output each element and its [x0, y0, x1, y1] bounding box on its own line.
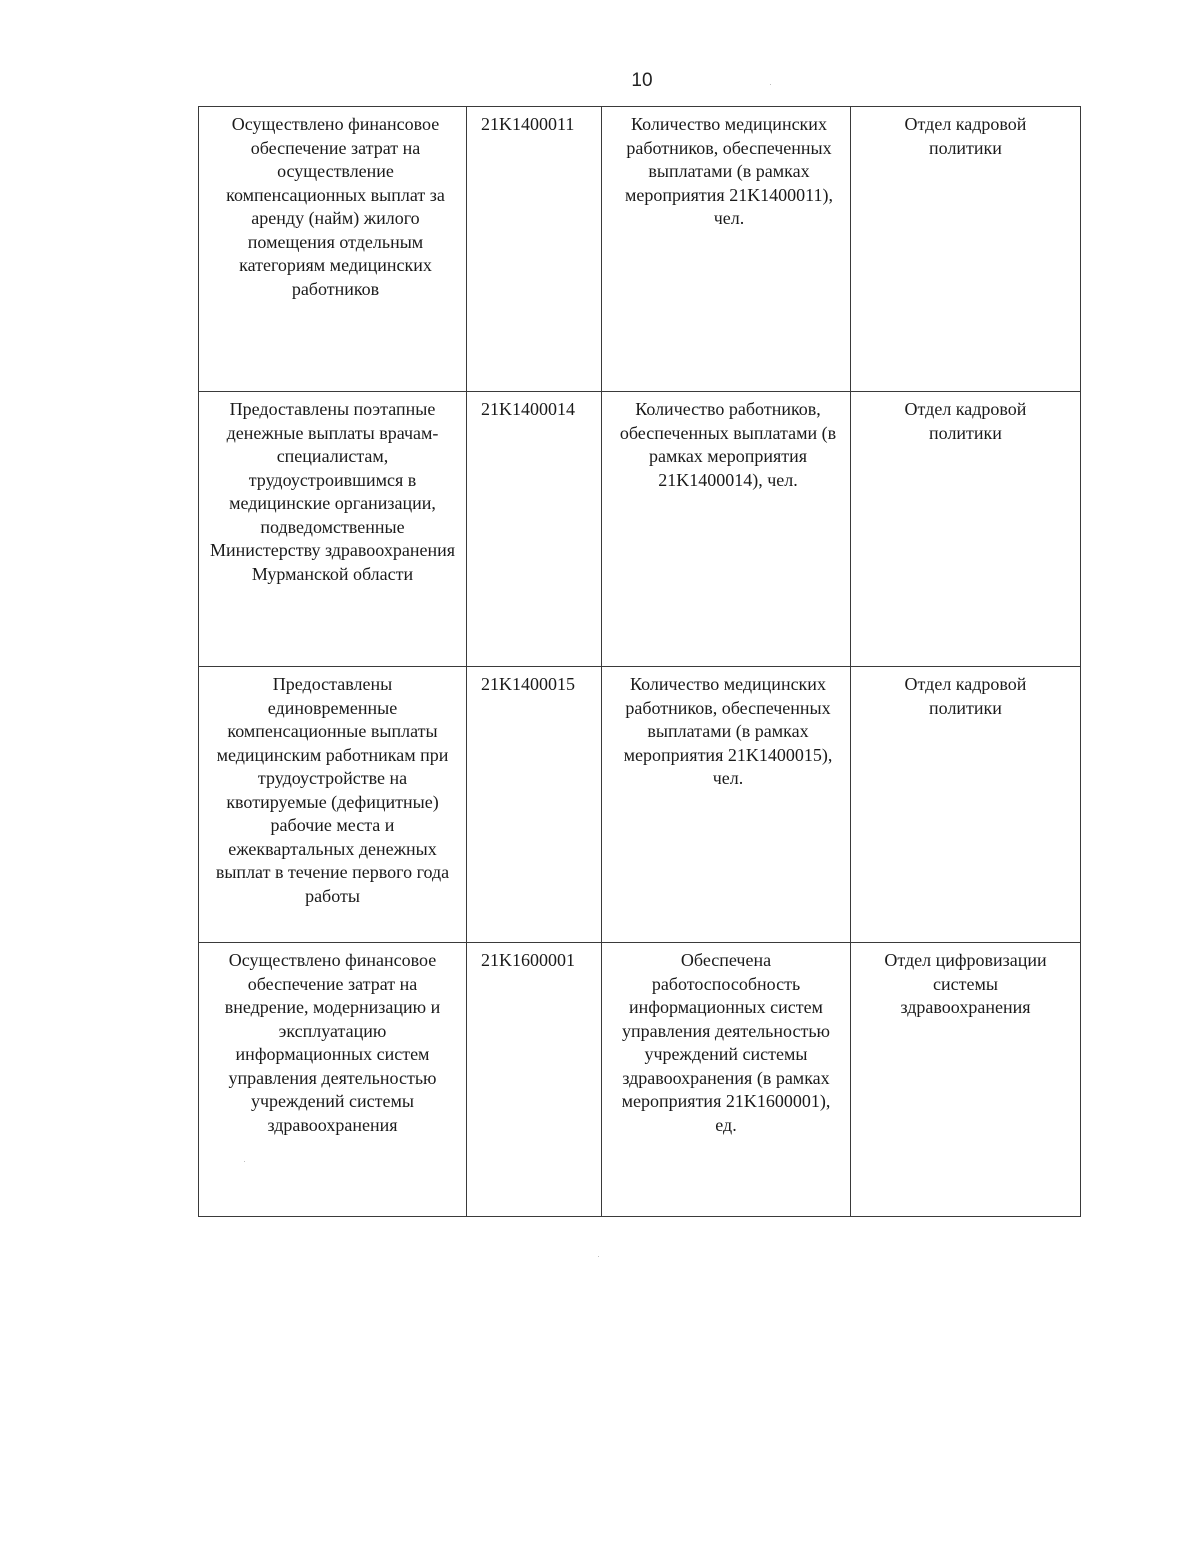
- indicator-cell: Количество работников, обеспеченных выплатами (в рамках мероприятия 21K1400014), чел.: [602, 392, 851, 667]
- page-number: 10: [631, 70, 653, 91]
- responsible-cell: Отдел цифровизации системы здравоохранения: [851, 943, 1081, 1217]
- table-row: [199, 107, 1081, 392]
- result-cell: Осуществлено финансовое обеспечение затрат на внедрение, модернизацию и эксплуатацию информационных систем управления деятельностью учреждений системы здравоохранения: [199, 943, 467, 1217]
- result-cell: Предоставлены поэтапные денежные выплаты врачам-специалистам, трудоустроившимся в медицинские организации, подведомственные Министерству здравоохранения Мурманской области: [199, 392, 467, 667]
- table-row: [199, 943, 1081, 1217]
- scan-speck: [598, 1256, 599, 1257]
- result-cell: Предоставлены единовременные компенсационные выплаты медицинским работникам при трудоустройстве на квотируемые (дефицитные) рабочие места и ежеквартальных денежных выплат в течение первого года работы: [199, 667, 467, 943]
- scan-speck: [770, 84, 771, 85]
- code-cell: 21K1400015: [467, 667, 602, 943]
- result-cell: Осуществлено финансовое обеспечение затрат на осуществление компенсационных выплат за аренду (найм) жилого помещения отдельным категориям медицинских работников: [199, 107, 467, 392]
- table-row: [199, 667, 1081, 943]
- code-cell: 21K1400014: [467, 392, 602, 667]
- code-cell: 21K1600001: [467, 943, 602, 1217]
- responsible-cell: Отдел кадровой политики: [851, 392, 1081, 667]
- responsible-cell: Отдел кадровой политики: [851, 667, 1081, 943]
- code-cell: 21K1400011: [467, 107, 602, 392]
- responsible-cell: Отдел кадровой политики: [851, 107, 1081, 392]
- scan-speck: [244, 1161, 245, 1162]
- table-row: [199, 392, 1081, 667]
- measures-table: [198, 106, 1081, 1217]
- indicator-cell: Обеспечена работоспособность информационных систем управления деятельностью учреждений системы здравоохранения (в рамках мероприятия 21K1600001), ед.: [602, 943, 851, 1217]
- indicator-cell: Количество медицинских работников, обеспеченных выплатами (в рамках мероприятия 21K1400015), чел.: [602, 667, 851, 943]
- indicator-cell: Количество медицинских работников, обеспеченных выплатами (в рамках мероприятия 21K1400011), чел.: [602, 107, 851, 392]
